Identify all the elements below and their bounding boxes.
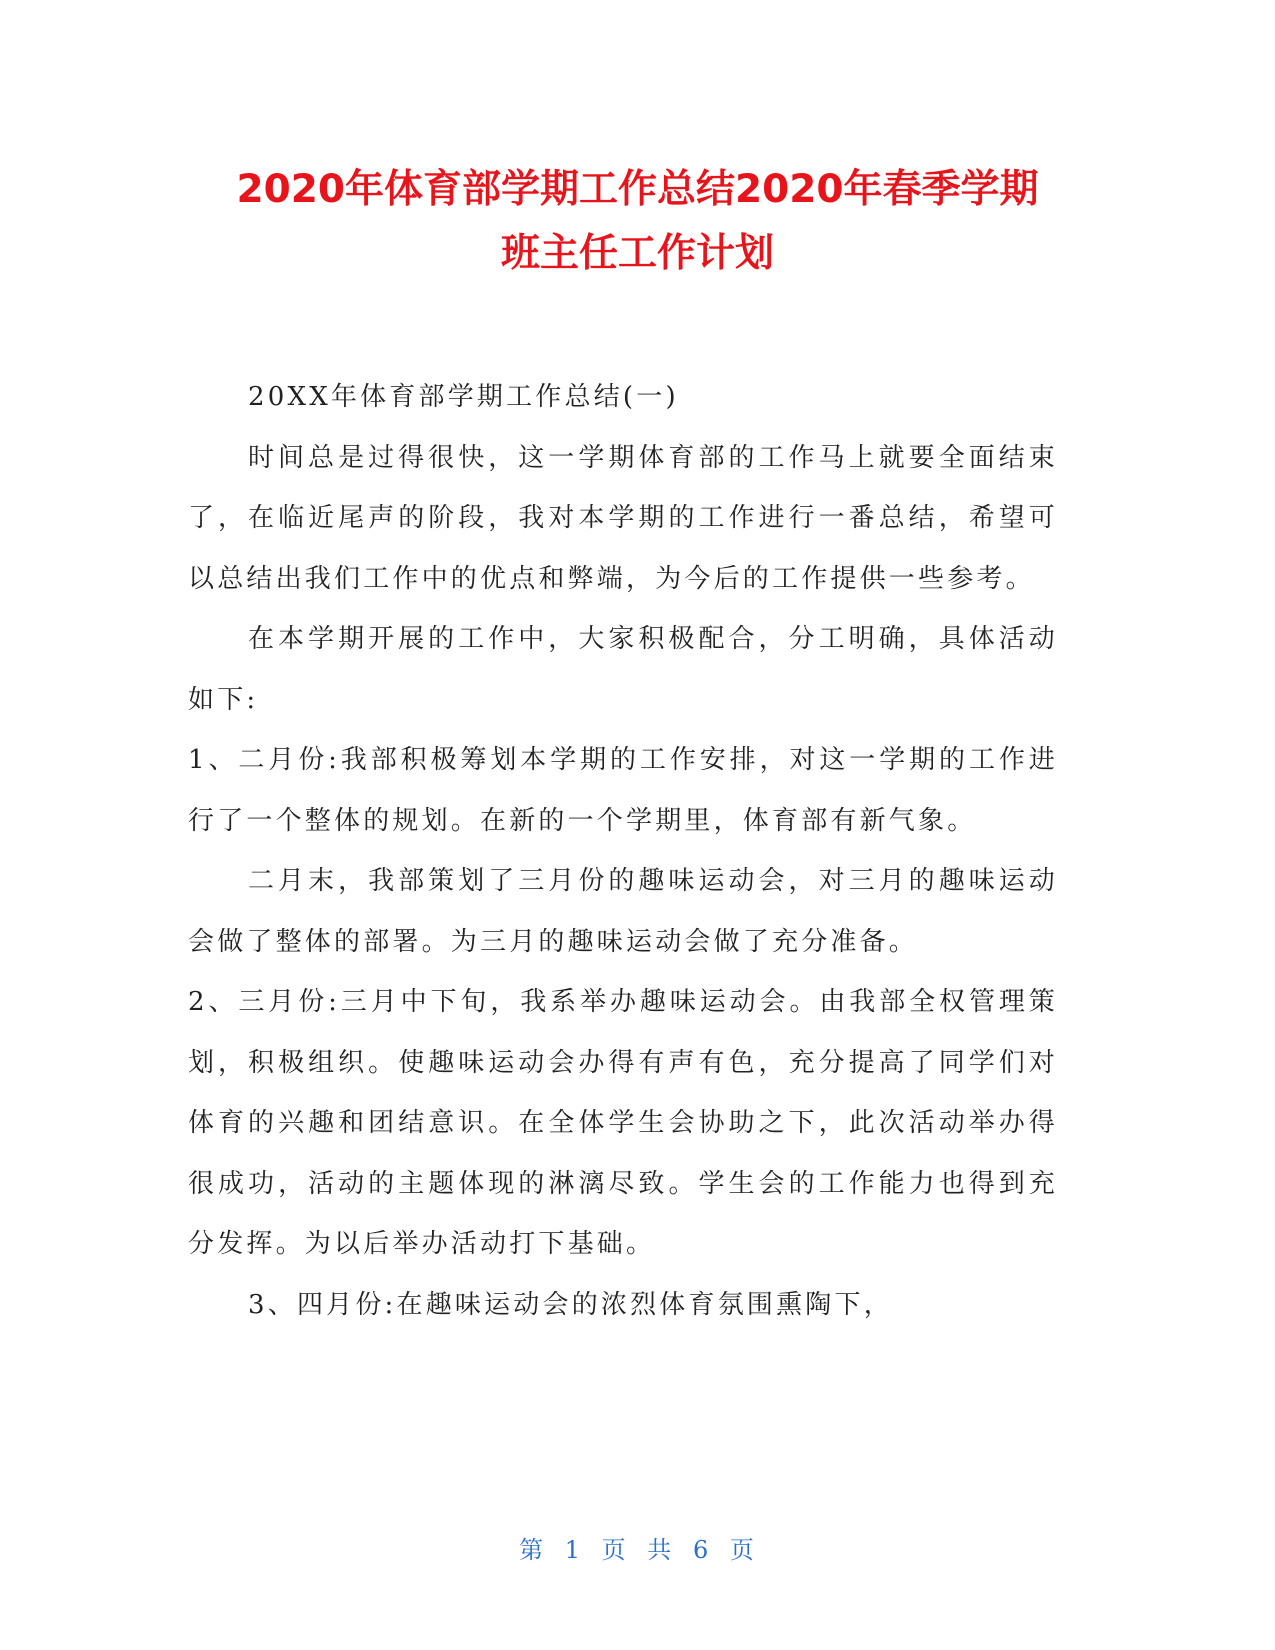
paragraph-activities: 在本学期开展的工作中，大家积极配合，分工明确，具体活动如下:	[188, 624, 1058, 715]
page-number-footer: 第 1 页 共 6 页	[519, 1536, 756, 1564]
section-heading: 20XX年体育部学期工作总结(一)	[248, 382, 679, 412]
document-title	[150, 158, 1125, 286]
paragraph-february: 1、二月份:我部积极筹划本学期的工作安排，对这一学期的工作进行了一个整体的规划。在新的一个学期里，体育部有新气象。	[188, 745, 1058, 836]
title-line-1: 2020年体育部学期工作总结2020年春季学期	[236, 167, 1039, 212]
title-line-2: 班主任工作计划	[500, 231, 774, 276]
paragraph-end-february: 二月末，我部策划了三月份的趣味运动会，对三月的趣味运动会做了整体的部署。为三月的趣味运动会做了充分准备。	[188, 866, 1058, 957]
document-body	[188, 367, 1058, 1335]
paragraph-april: 3、四月份:在趣味运动会的浓烈体育氛围熏陶下，	[248, 1289, 893, 1320]
paragraph-intro: 时间总是过得很快，这一学期体育部的工作马上就要全面结束了，在临近尾声的阶段，我对本学期的工作进行一番总结，希望可以总结出我们工作中的优点和弊端，为今后的工作提供一些参考。	[188, 442, 1058, 594]
paragraph-march: 2、三月份:三月中下旬，我系举办趣味运动会。由我部全权管理策划，积极组织。使趣味运动会办得有声有色，充分提高了同学们对体育的兴趣和团结意识。在全体学生会协助之下，此次活动举办得很成功，活动的主题体现的淋漓尽致。学生会的工作能力也得到充分发挥。为以后举办活动打下基础。	[188, 987, 1058, 1259]
